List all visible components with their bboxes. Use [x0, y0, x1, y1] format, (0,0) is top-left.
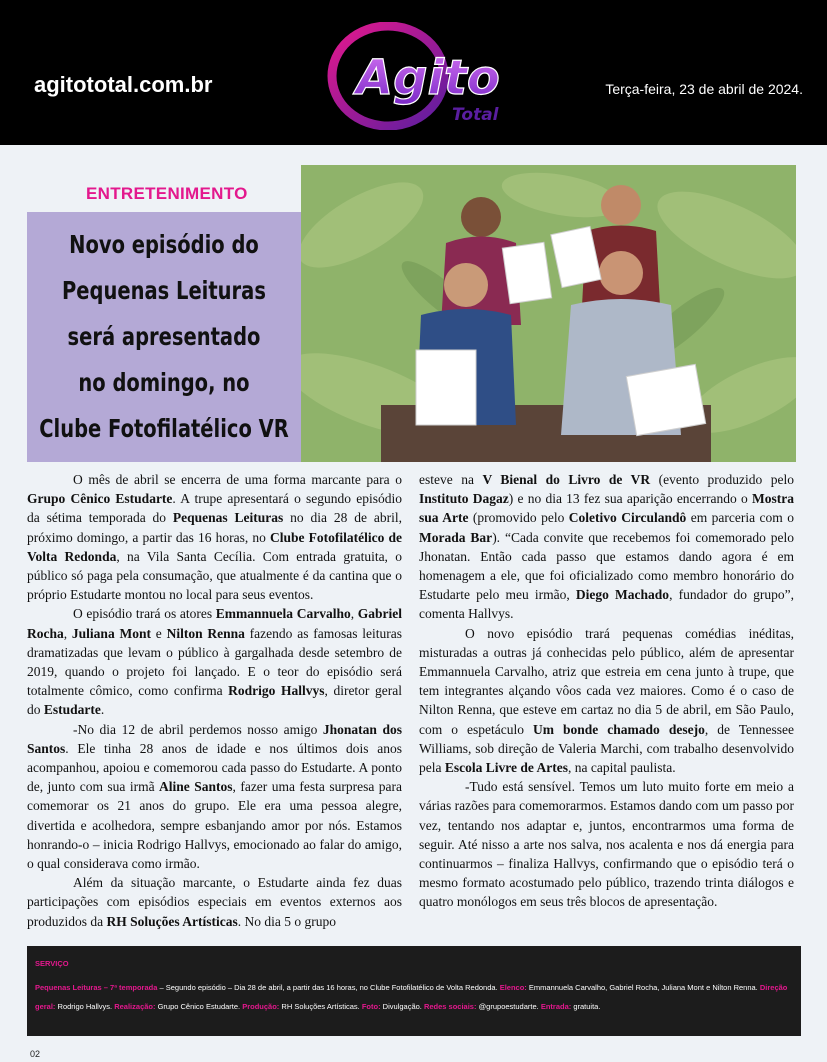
edition-date: Terça-feira, 23 de abril de 2024.: [605, 81, 803, 97]
paragraph: O mês de abril se encerra de uma forma marcante para o Grupo Cênico Estudarte. A trupe apresentará o segundo episódio da sétima temporada do Pequenas Leituras no dia 28 de abril, próximo domingo, a partir das 16 horas, no Clube Fotofilatélico de Volta Redonda, na Vila Santa Cecília. Com entrada gratuita, o público só paga pela consumação, que atualmente é da cantina que o próprio Estudarte montou no local para seus eventos.: [27, 472, 402, 603]
headline-box: [27, 212, 301, 462]
cast-photo: [301, 165, 796, 462]
paragraph: -No dia 12 de abril perdemos nosso amigo Jhonatan dos Santos. Ele tinha 28 anos de idade e nos últimos dois anos acompanhou, apoiou e comemorou cada passo do Estudarte. A ponto de, junto com sua irmã Aline Santos, fazer uma festa surpresa para comemorar os 21 anos do grupo. Ele era uma pessoa alegre, divertida e acolhedora, sempre esbanjando amor por nós. Estamos honrando-o – inicia Rodrigo Hallvys, emocionado ao falar do amigo, o qual considerava como irmão.: [27, 721, 402, 872]
section-label: ENTRETENIMENTO: [86, 184, 248, 203]
article-column-1: [27, 470, 402, 931]
service-box: [27, 946, 801, 1036]
paragraph: O novo episódio trará pequenas comédias inéditas, misturadas a outras já conhecidas pelo público, além de apresentar Emmannuela Carvalho, atriz que estreia em cena junto à trupe, que tem integrantes alçando vôos cada vez maiores. Como é o caso de Nilton Renna, que esteve em cartaz no dia 5 de abril, em São Paulo, com o espetáculo Um bonde chamado desejo, de Tennessee Williams, sob direção de Valeria Marchi, com trabalho desenvolvido pela Escola Livre de Artes, na capital paulista.: [419, 625, 794, 776]
svg-text:Agito: Agito: [356, 50, 500, 106]
service-label: SERVIÇO: [35, 959, 69, 968]
article-column-2: [419, 470, 794, 912]
service-text: Pequenas Leituras – 7ª temporada – Segundo episódio – Dia 28 de abril, a partir das 16 horas, no Clube Fotofilatélico de Volta Redonda. Elenco: Emmannuela Carvalho, Gabriel Rocha, Juliana Mont e Nilton Renna. Direção geral: Rodrigo Hallvys. Realização: Grupo Cênico Estudarte. Produção: RH Soluções Artísticas. Foto: Divulgação. Redes sociais: @grupoestudarte. Entrada: gratuita.: [35, 983, 788, 1011]
paragraph: Além da situação marcante, o Estudarte ainda fez duas participações com episódios especiais em eventos externos aos produzidos da RH Soluções Artísticas. No dia 5 o grupo: [27, 875, 402, 929]
headline: Novo episódio do Pequenas Leituras será apresentado no domingo, no Clube Fotofilatélico VR: [39, 230, 289, 443]
paragraph: esteve na V Bienal do Livro de VR (evento produzido pelo Instituto Dagaz) e no dia 13 fez sua aparição encerrando o Mostra sua Arte (promovido pelo Coletivo Circulandô em parceria com o Morada Bar). “Cada convite que recebemos foi comemorado pelo Jhonatan. Então cada passo que estamos dando agora é em homenagem a ele, que foi oficializado como membro honorário do Estudarte pelo meu irmão, Diego Machado, fundador do grupo”, comenta Hallvys.: [419, 472, 795, 622]
site-url[interactable]: agitototal.com.br: [34, 72, 213, 97]
agito-total-logo: [326, 22, 516, 130]
paragraph: -Tudo está sensível. Temos um luto muito forte em meio a várias razões para comemorarmos. Estamos dando com um passo por vez, tentando nos adaptar e, juntos, encontrarmos uma forma de seguir. Até nisso a arte nos salva, nos acalenta e nos dá energia para continuarmos – finaliza Hallvys, confirmando que o episódio terá o mesmo formato acostumado pelo público, trazendo trinta diálogos e quatro monólogos em seus três blocos de apresentação.: [419, 779, 794, 910]
page-number: 02: [30, 1049, 41, 1059]
masthead: [0, 0, 827, 145]
svg-text:Total: Total: [452, 105, 499, 125]
paragraph: O episódio trará os atores Emmannuela Carvalho, Gabriel Rocha, Juliana Mont e Nilton Renna fazendo as famosas leituras dramatizadas que levam o público à gargalhada desde setembro de 2019, quando o projeto foi lançado. E o teor do episódio será totalmente cômico, como confirma Rodrigo Hallvys, diretor geral do Estudarte.: [27, 606, 403, 718]
